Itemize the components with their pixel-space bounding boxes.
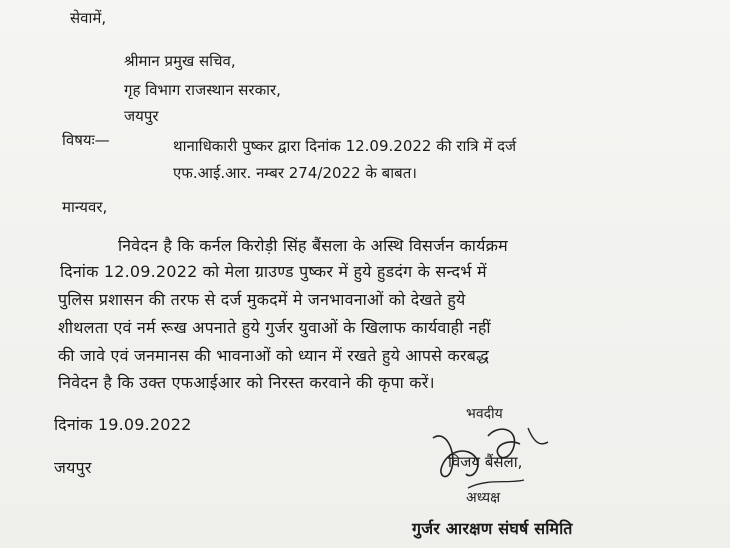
organization-name: गुर्जर आरक्षण संघर्ष समिति bbox=[412, 519, 573, 538]
body-line: निवेदन है कि कर्नल किरोड़ी सिंह बैंसला के अस्थि विसर्जन कार्यक्रम bbox=[118, 236, 508, 255]
closing: भवदीय bbox=[466, 406, 503, 422]
body-line: दिनांक 12.09.2022 को मेला ग्राउण्ड पुष्कर में हुये हुडदंग के सन्दर्भ में bbox=[60, 262, 487, 281]
body-line: निवेदन है कि उक्त एफआईआर को निरस्त करवाने की कृपा करें। bbox=[58, 373, 435, 392]
body-line: पुलिस प्रशासन की तरफ से दर्ज मुकदमें मे जनभावनाओं को देखते हुये bbox=[58, 290, 466, 309]
subject-label: विषयः— bbox=[62, 131, 110, 149]
greeting: मान्यवर, bbox=[62, 198, 108, 216]
subject-line-2: एफ.आई.आर. नम्बर 274/2022 के बाबत। bbox=[173, 164, 417, 182]
signatory-title: अध्यक्ष bbox=[466, 490, 501, 506]
subject-line-1: थानाधिकारी पुष्कर द्वारा दिनांक 12.09.2022 की रात्रि में दर्ज bbox=[173, 137, 517, 155]
recipient-line-2: गृह विभाग राजस्थान सरकार, bbox=[124, 81, 281, 99]
place: जयपुर bbox=[54, 458, 92, 477]
recipient-line-3: जयपुर bbox=[124, 107, 159, 125]
body-line: की जावे एवं जनमानस की भावनाओं को ध्यान में रखते हुये आपसे करबद्ध bbox=[58, 346, 490, 365]
date-line: दिनांक 19.09.2022 bbox=[54, 415, 192, 434]
body-line: शीथलता एवं नर्म रूख अपनाते हुये गुर्जर युवाओं के खिलाफ कार्यवाही नहीं bbox=[58, 318, 491, 337]
signatory-name: विजय बैंसला, bbox=[448, 453, 523, 471]
salutation-to: सेवामें, bbox=[70, 9, 107, 27]
recipient-line-1: श्रीमान प्रमुख सचिव, bbox=[124, 52, 236, 70]
